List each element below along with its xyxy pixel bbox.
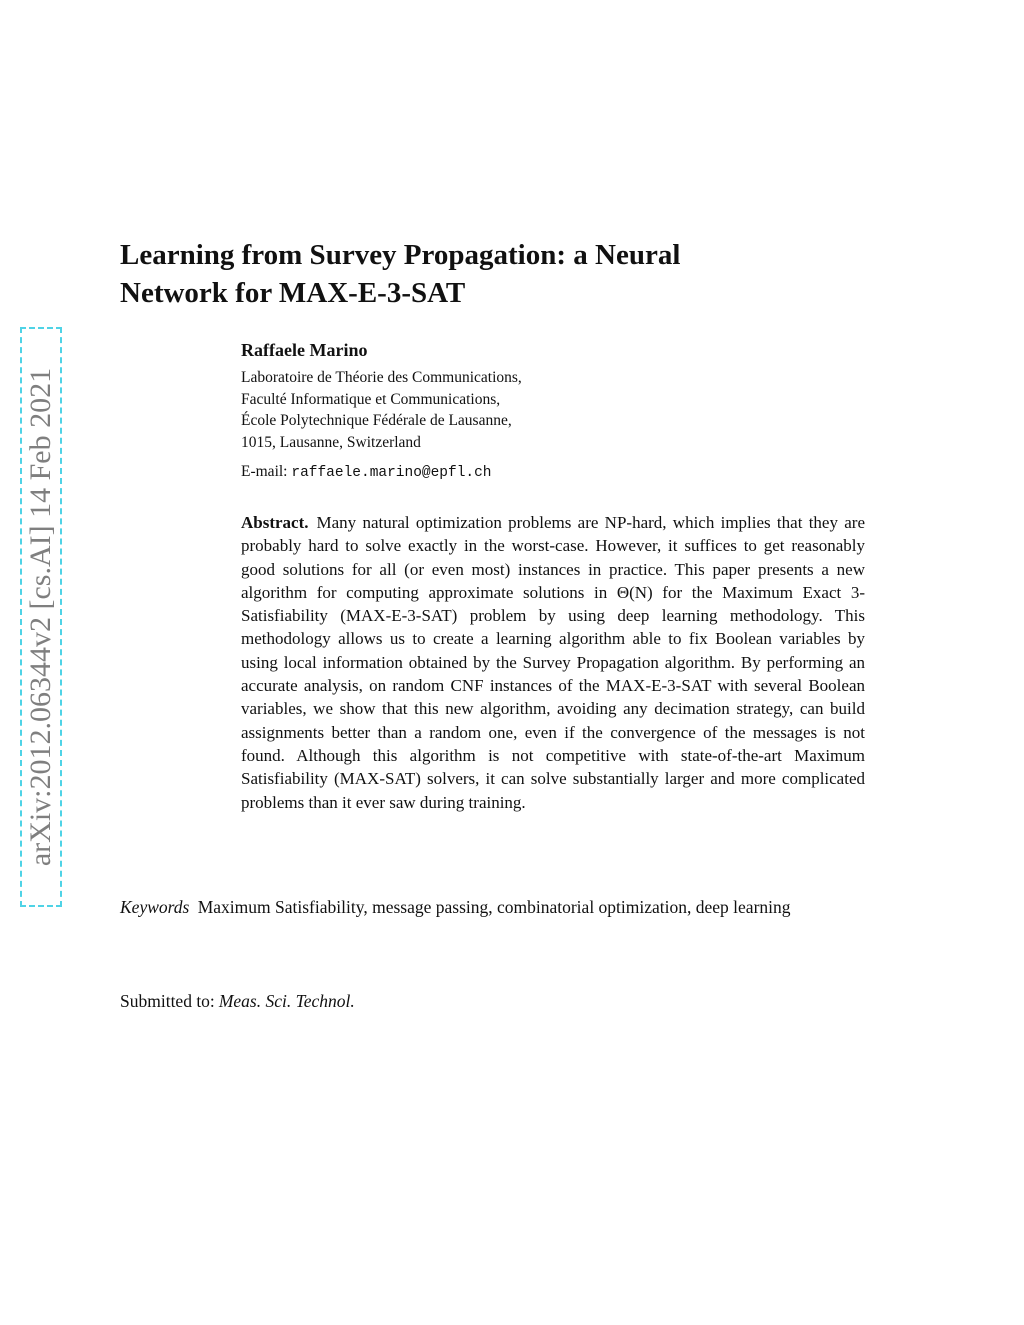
keywords-text: Maximum Satisfiability, message passing, combinatorial optimization, deep learning bbox=[197, 897, 791, 917]
keywords-label: Keywords bbox=[120, 897, 190, 917]
email-address[interactable]: raffaele.marino@epfl.ch bbox=[291, 465, 492, 481]
abstract-label: Abstract. bbox=[241, 513, 309, 532]
journal-name: Meas. Sci. Technol. bbox=[218, 991, 355, 1011]
arxiv-identifier: arXiv:2012.06344v2 [cs.AI] 14 Feb 2021 bbox=[24, 367, 57, 867]
title-line-2: Network for MAX-E-3-SAT bbox=[120, 277, 466, 309]
email-label: E-mail: bbox=[241, 463, 288, 480]
title-line-1: Learning from Survey Propagation: a Neural bbox=[120, 239, 681, 271]
abstract-text: Many natural optimization problems are NP-hard, which implies that they are probably hard to solve exactly in the worst-case. However, it suffices to get reasonably good solutions for all (or even most) instances in practice. This paper presents a new algorithm for computing approximate solutions in Θ(N) for the Maximum Exact 3-Satisfiability (MAX-E-3-SAT) problem by using deep learning methodology. This methodology allows us to create a learning algorithm able to fix Boolean variables by using local information obtained by the Survey Propagation algorithm. By performing an accurate analysis, on random CNF instances of the MAX-E-3-SAT with several Boolean variables, we show that this new algorithm, avoiding any decimation strategy, can build assignments better than a random one, even if the convergence of the messages is not found. Although this algorithm is not competitive with state-of-the-art Maximum Satisfiability (MAX-SAT) solvers, it can solve substantially larger and more complicated problems than it ever saw during training. bbox=[241, 513, 865, 812]
email-line bbox=[241, 463, 881, 481]
submitted-label: Submitted to: bbox=[120, 991, 215, 1011]
affiliation-line: Laboratoire de Théorie des Communications, bbox=[241, 369, 522, 386]
affiliation-line: 1015, Lausanne, Switzerland bbox=[241, 433, 421, 451]
submission-note bbox=[120, 991, 355, 1012]
paper-title bbox=[120, 236, 820, 312]
abstract bbox=[241, 511, 865, 814]
author-block bbox=[241, 340, 881, 481]
author-name: Raffaele Marino bbox=[241, 340, 368, 360]
affiliation-line: Faculté Informatique et Communications, bbox=[241, 390, 501, 408]
affiliation-line: École Polytechnique Fédérale de Lausanne, bbox=[241, 412, 512, 429]
keywords bbox=[120, 894, 865, 920]
